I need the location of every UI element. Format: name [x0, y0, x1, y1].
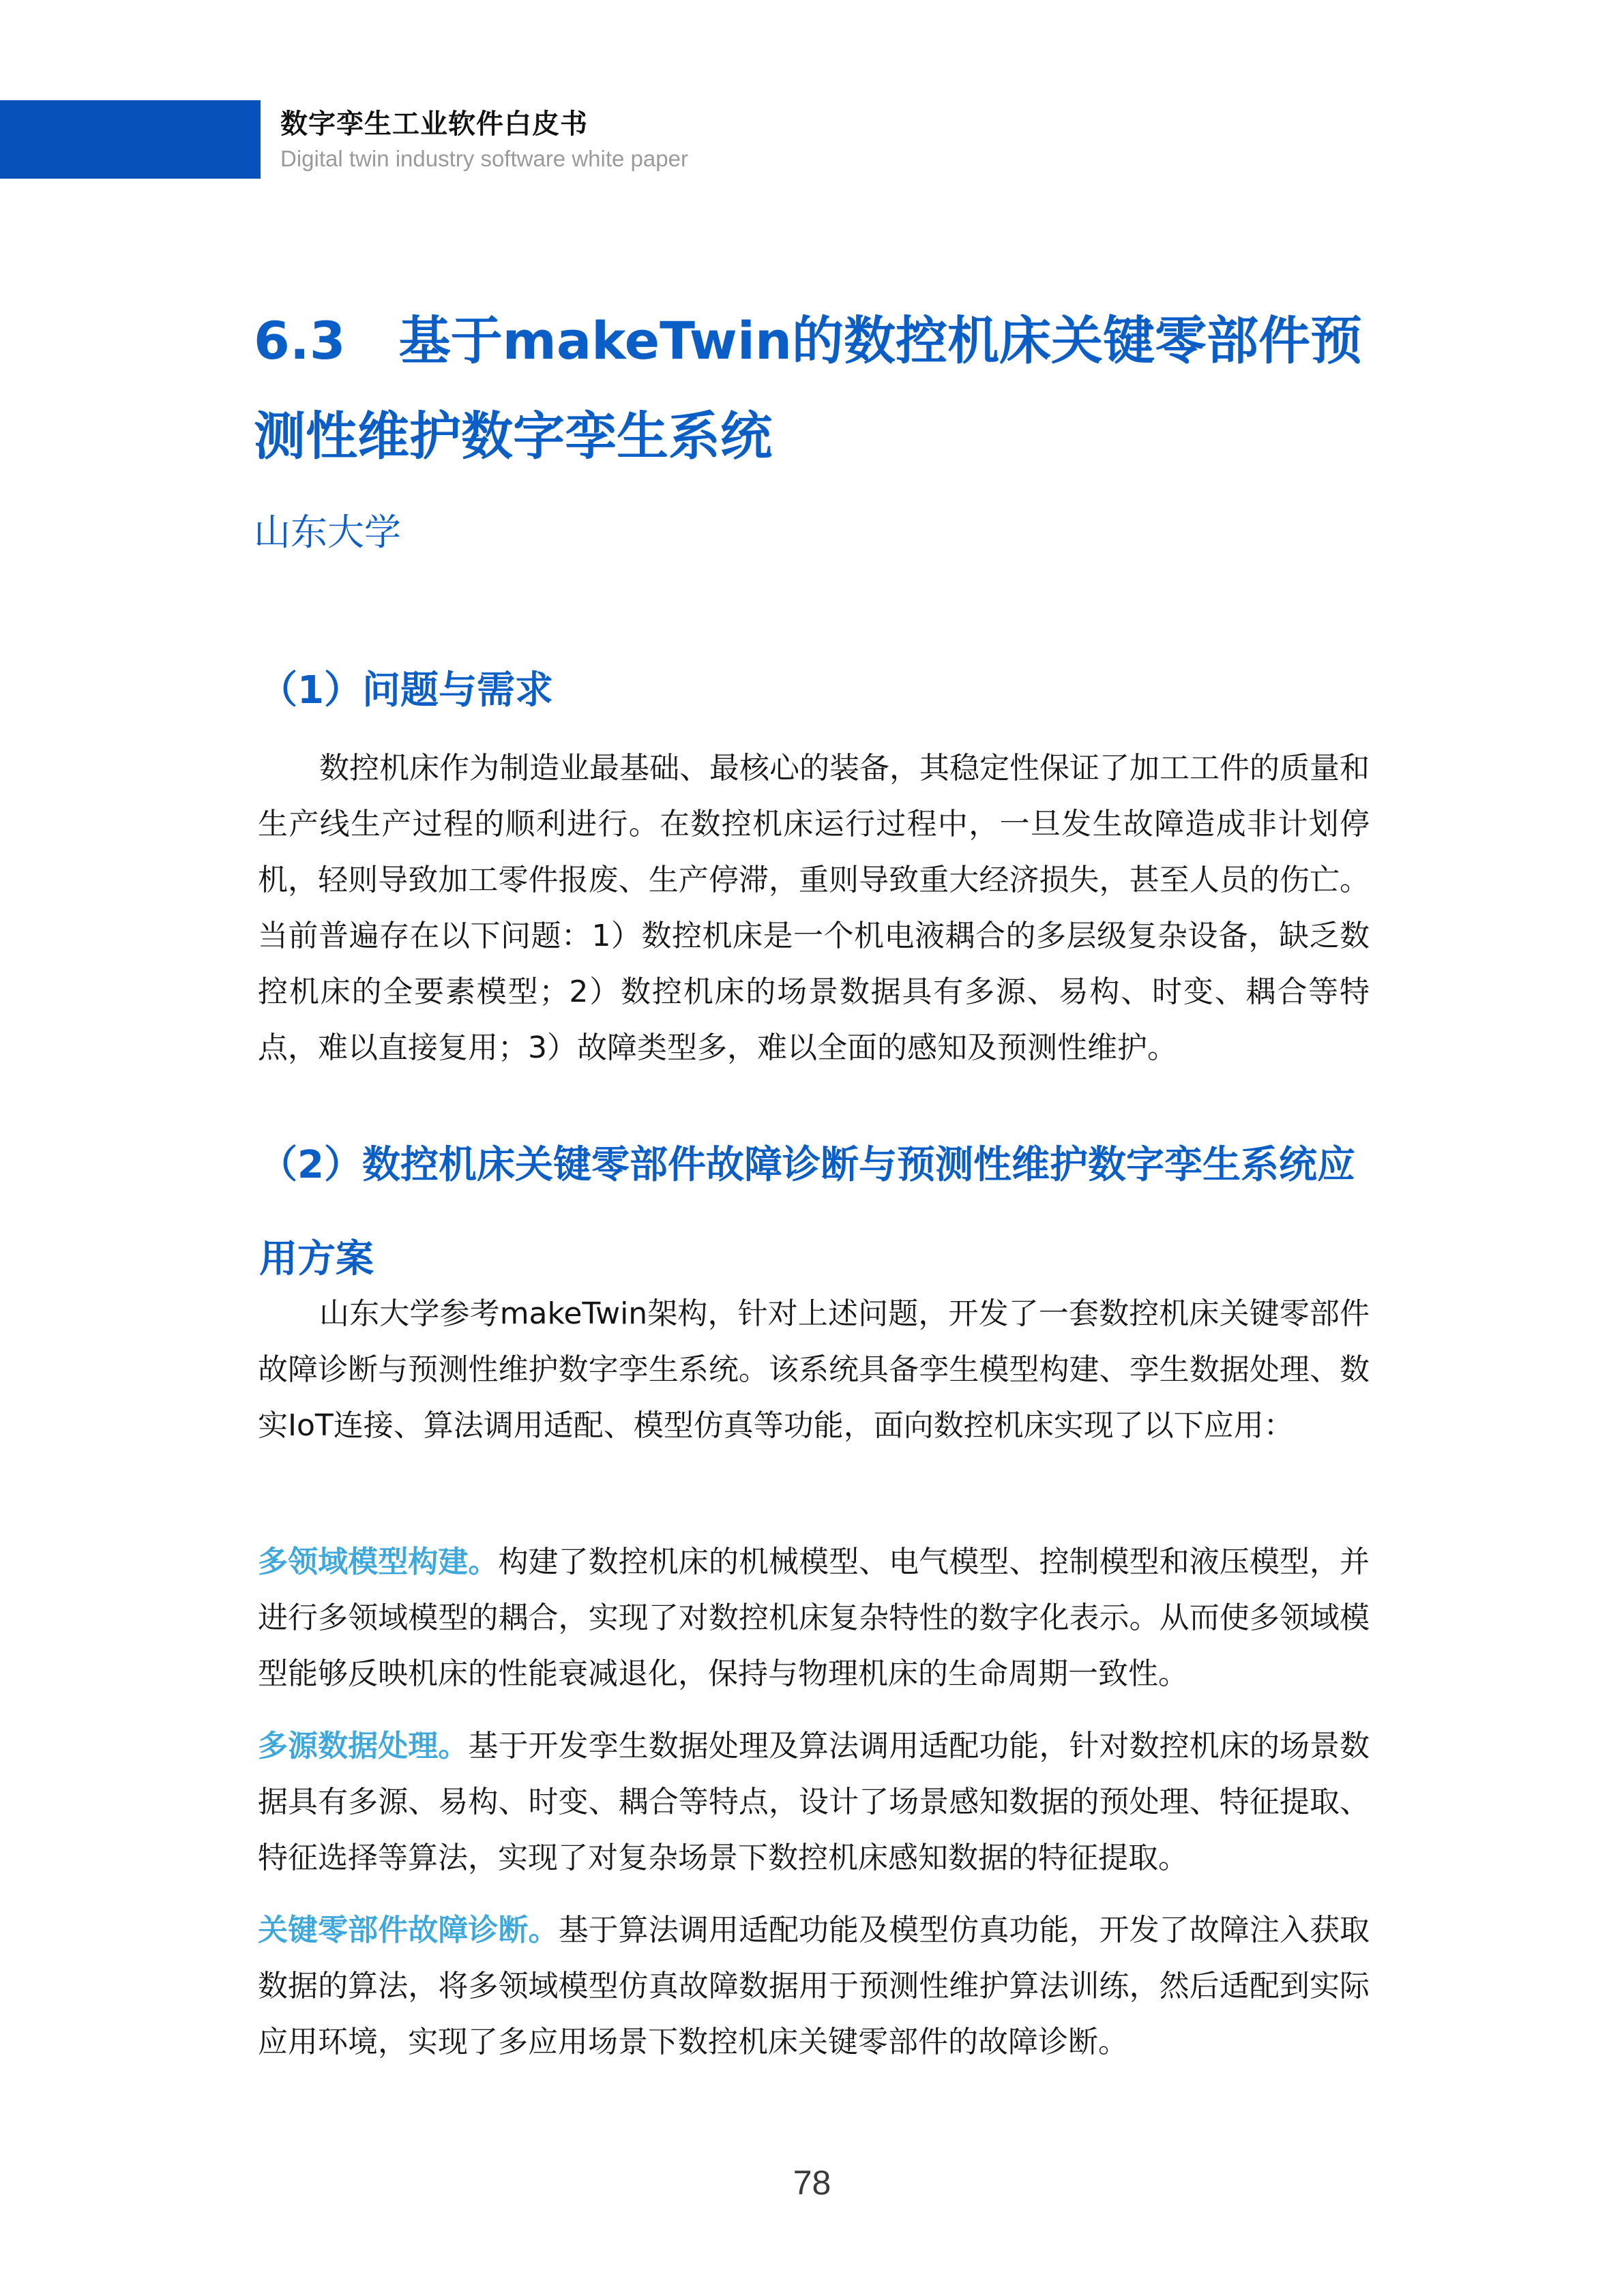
- section-title-text: 基于makeTwin的数控机床关键零部件预测性维护数字孪生系统: [254, 310, 1363, 466]
- item-text: 基于开发孪生数据处理及算法调用适配功能，针对数控机床的场景数据具有多源、易构、时变、耦合等特点，设计了场景感知数据的预处理、特征提取、特征选择等算法，实现了对复杂场景下数控机床感知数据的特征提取。: [258, 1729, 1370, 1875]
- paragraph-solution-intro: 山东大学参考makeTwin架构，针对上述问题，开发了一套数控机床关键零部件故障诊断与预测性维护数字孪生系统。该系统具备孪生模型构建、孪生数据处理、数实IoT连接、算法调用适配、模型仿真等功能，面向数控机床实现了以下应用：: [258, 1296, 1370, 1443]
- item-label: 多领域模型构建。: [258, 1545, 499, 1579]
- paragraph-problem: 数控机床作为制造业最基础、最核心的装备，其稳定性保证了加工工件的质量和生产线生产过程的顺利进行。在数控机床运行过程中，一旦发生故障造成非计划停机，轻则导致加工零件报废、生产停滞，重则导致重大经济损失，甚至人员的伤亡。当前普遍存在以下问题：1）数控机床是一个机电液耦合的多层级复杂设备，缺乏数控机床的全要素模型；2）数控机床的场景数据具有多源、易构、时变、耦合等特点，难以直接复用；3）故障类型多，难以全面的感知及预测性维护。: [258, 751, 1370, 1065]
- section-title: [254, 293, 1400, 484]
- header-accent-bar: [0, 100, 261, 179]
- page-number: 78: [793, 2164, 831, 2202]
- list-item-multi-domain-model: [258, 1534, 1370, 1702]
- document-subtitle: Digital twin industry software white paper: [280, 146, 688, 171]
- subsection-heading-solution: （2）数控机床关键零部件故障诊断与预测性维护数字孪生系统应用方案: [259, 1143, 1355, 1281]
- list-item-fault-diagnosis: [258, 1903, 1370, 2070]
- item-label: 关键零部件故障诊断。: [258, 1913, 559, 1948]
- item-text: 基于算法调用适配功能及模型仿真功能，开发了故障注入获取数据的算法，将多领域模型仿真故障数据用于预测性维护算法训练，然后适配到实际应用环境，实现了多应用场景下数控机床关键零部件的故障诊断。: [258, 1913, 1370, 2059]
- item-text: 构建了数控机床的机械模型、电气模型、控制模型和液压模型，并进行多领域模型的耦合，实现了对数控机床复杂特性的数字化表示。从而使多领域模型能够反映机床的性能衰减退化，保持与物理机床的生命周期一致性。: [258, 1545, 1370, 1691]
- item-label: 多源数据处理。: [258, 1729, 469, 1763]
- section-number: 6.3: [254, 310, 346, 371]
- section-affiliation: 山东大学: [254, 511, 401, 554]
- document-title: 数字孪生工业软件白皮书: [280, 108, 588, 140]
- subsection-heading-problem: （1）问题与需求: [259, 668, 553, 713]
- list-item-multi-source-data: [258, 1718, 1370, 1886]
